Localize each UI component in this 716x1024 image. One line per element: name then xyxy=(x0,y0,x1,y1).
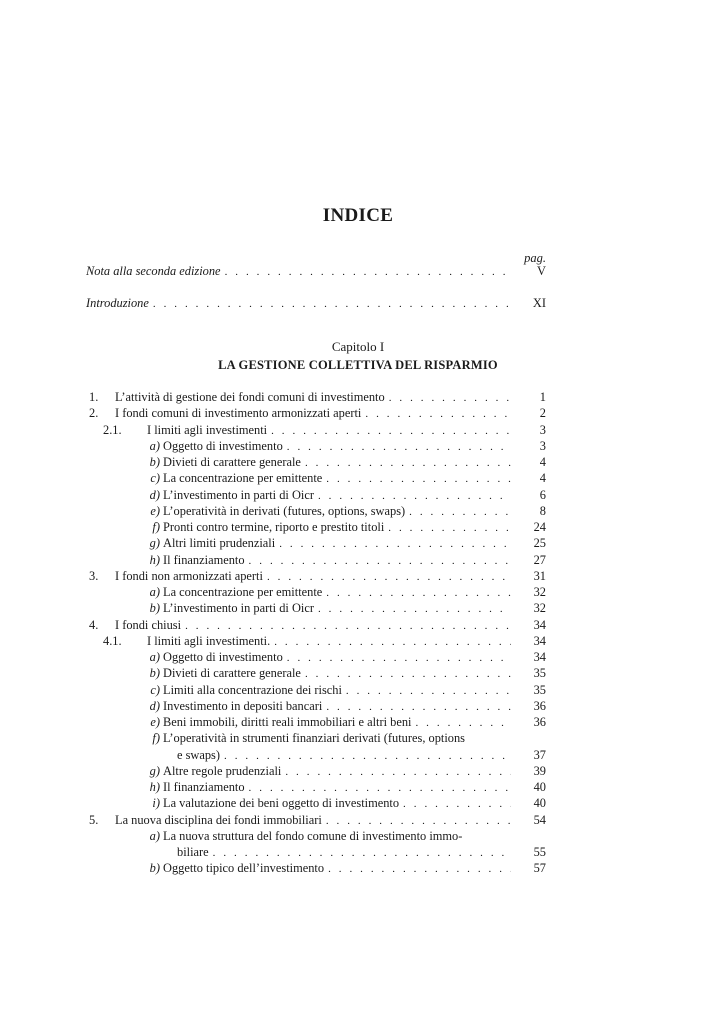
entry-label: I fondi comuni di investimento armonizzati aperti xyxy=(115,406,362,421)
entry-number: 4. xyxy=(89,617,99,632)
toc-entry[interactable] xyxy=(0,828,716,844)
toc-entry[interactable] xyxy=(0,454,716,470)
entry-letter: c) xyxy=(150,682,160,697)
leader-dots xyxy=(314,488,511,504)
toc-entry[interactable] xyxy=(0,584,716,600)
toc-entry[interactable] xyxy=(0,698,716,714)
entry-number: 2.1. xyxy=(103,422,122,437)
leader-dots xyxy=(281,764,511,780)
entry-page: 6 xyxy=(539,487,546,502)
entry-page: 36 xyxy=(533,715,546,729)
leader-dots xyxy=(220,748,511,764)
leader-dots xyxy=(283,650,511,666)
leader-dots xyxy=(283,439,511,455)
entry-label: Limiti alla concentrazione dei rischi xyxy=(163,682,342,697)
leader-dots xyxy=(385,390,511,406)
leader-dots xyxy=(314,601,511,617)
entry-page: 3 xyxy=(539,422,546,437)
entry-label: La nuova struttura del fondo comune di investimento immo- xyxy=(163,828,463,843)
entry-letter: b) xyxy=(149,601,160,616)
entry-page: 34 xyxy=(533,650,546,664)
toc-entry[interactable] xyxy=(0,763,716,779)
entry-label: Oggetto di investimento xyxy=(163,438,283,453)
entry-label: La concentrazione per emittente xyxy=(163,585,323,599)
entry-label: I limiti agli investimenti xyxy=(147,422,268,437)
entry-number: 2. xyxy=(89,406,99,421)
entry-page: 36 xyxy=(533,698,546,713)
toc-entry[interactable] xyxy=(0,568,716,584)
entry-letter: g) xyxy=(149,536,160,551)
toc-entry[interactable] xyxy=(0,665,716,681)
leader-dots xyxy=(181,618,511,634)
page-title: INDICE xyxy=(322,205,394,226)
entry-letter: h) xyxy=(149,552,160,567)
entry-label: Divieti di carattere generale xyxy=(163,666,301,681)
entry-page: 4 xyxy=(539,455,546,469)
entry-page: 35 xyxy=(533,682,546,697)
leader-dots xyxy=(301,455,511,471)
leader-dots xyxy=(270,634,511,650)
entry-label: L’operatività in strumenti finanziari derivati (futures, options xyxy=(163,731,465,746)
entry-label: Investimento in depositi bancari xyxy=(163,698,323,713)
entry-page: XI xyxy=(532,296,546,310)
leader-dots xyxy=(384,520,511,536)
leader-dots xyxy=(399,796,511,812)
leader-dots xyxy=(411,715,511,731)
entry-page: 27 xyxy=(533,552,546,567)
entry-label: I fondi non armonizzati aperti xyxy=(115,568,263,583)
entry-label: Introduzione xyxy=(86,296,149,310)
page-column-label: pag. xyxy=(524,251,546,265)
leader-dots xyxy=(275,536,511,552)
toc-entry[interactable] xyxy=(0,552,716,568)
entry-page: 34 xyxy=(533,617,546,632)
entry-page: V xyxy=(537,264,546,278)
entry-page: 24 xyxy=(533,520,546,534)
entry-page: 35 xyxy=(533,666,546,681)
leader-dots xyxy=(301,666,511,682)
leader-dots xyxy=(209,845,511,861)
toc-entry[interactable] xyxy=(0,503,716,519)
entry-letter: i) xyxy=(152,796,160,811)
entry-label-continuation: e swaps) xyxy=(177,747,221,762)
leader-dots xyxy=(322,471,511,487)
entry-label: La valutazione dei beni oggetto di investimento xyxy=(163,796,400,811)
entry-label: Divieti di carattere generale xyxy=(163,455,301,469)
leader-dots xyxy=(322,585,511,601)
entry-page: 39 xyxy=(533,763,546,778)
entry-label: Altri limiti prudenziali xyxy=(163,536,276,551)
entry-label: Il finanziamento xyxy=(163,780,245,794)
entry-label: La concentrazione per emittente xyxy=(163,471,323,486)
entry-letter: g) xyxy=(149,763,160,778)
entry-label: I limiti agli investimenti. xyxy=(147,633,271,648)
entry-page: 40 xyxy=(533,780,546,794)
toc-entry[interactable] xyxy=(0,389,716,405)
entry-label-continuation: biliare xyxy=(177,845,209,859)
entry-label: L’investimento in parti di Oicr xyxy=(163,601,314,616)
leader-dots xyxy=(267,423,511,439)
toc-entry[interactable] xyxy=(0,535,716,551)
toc-entry[interactable] xyxy=(0,405,716,421)
entry-letter: b) xyxy=(149,861,160,876)
entry-page: 32 xyxy=(533,585,546,599)
toc-entry[interactable] xyxy=(0,422,716,438)
entry-page: 31 xyxy=(533,568,546,583)
front-matter-row[interactable] xyxy=(0,263,716,279)
leader-dots xyxy=(221,264,511,280)
entry-label: Pronti contro termine, riporto e prestito titoli xyxy=(163,520,385,534)
toc-entry[interactable] xyxy=(0,812,716,828)
entry-page: 57 xyxy=(533,861,546,876)
entry-letter: a) xyxy=(149,585,160,599)
entry-label: Oggetto di investimento xyxy=(163,650,283,664)
entry-page: 34 xyxy=(533,633,546,648)
entry-number: 5. xyxy=(89,812,99,827)
toc-entry[interactable] xyxy=(0,779,716,795)
entry-letter: a) xyxy=(149,438,160,453)
entry-page: 32 xyxy=(533,601,546,616)
entry-label: Altre regole prudenziali xyxy=(163,763,282,778)
entry-page: 8 xyxy=(539,503,546,518)
toc-entry[interactable] xyxy=(0,600,716,616)
front-matter-row[interactable] xyxy=(0,295,716,311)
entry-letter: f) xyxy=(152,520,160,534)
leader-dots xyxy=(322,699,511,715)
toc-entry[interactable] xyxy=(0,649,716,665)
entry-letter: a) xyxy=(149,650,160,664)
entry-label: L’attività di gestione dei fondi comuni di investimento xyxy=(115,390,385,404)
toc-entry[interactable] xyxy=(0,730,716,746)
entry-page: 37 xyxy=(533,747,546,762)
toc-entry[interactable] xyxy=(0,860,716,876)
entry-letter: e) xyxy=(150,503,160,518)
leader-dots xyxy=(324,861,511,877)
entry-page: 4 xyxy=(539,471,546,486)
entry-page: 54 xyxy=(533,812,546,827)
entry-number: 3. xyxy=(89,568,99,583)
toc-entry[interactable] xyxy=(0,470,716,486)
leader-dots xyxy=(149,296,511,312)
toc-entry[interactable] xyxy=(0,682,716,698)
entry-page: 55 xyxy=(533,845,546,859)
leader-dots xyxy=(245,553,511,569)
leader-dots xyxy=(245,780,511,796)
entry-label: L’operatività in derivati (futures, options, swaps) xyxy=(163,503,406,518)
entry-label: L’investimento in parti di Oicr xyxy=(163,487,314,502)
leader-dots xyxy=(405,504,511,520)
entry-letter: h) xyxy=(149,780,160,794)
entry-page: 3 xyxy=(539,438,546,453)
entry-letter: f) xyxy=(152,731,160,746)
entry-page: 40 xyxy=(533,796,546,811)
toc-entry[interactable] xyxy=(0,714,716,730)
entry-page: 25 xyxy=(533,536,546,551)
toc-entry[interactable] xyxy=(0,633,716,649)
chapter-number: Capitolo I xyxy=(331,339,385,354)
entry-number: 4.1. xyxy=(103,633,122,648)
toc-entry-continuation[interactable] xyxy=(0,747,716,763)
entry-letter: b) xyxy=(149,455,160,469)
entry-number: 1. xyxy=(89,390,99,404)
entry-letter: d) xyxy=(149,487,160,502)
entry-page: 2 xyxy=(539,406,546,421)
entry-letter: b) xyxy=(149,666,160,681)
leader-dots xyxy=(322,813,511,829)
leader-dots xyxy=(263,569,511,585)
toc-entry[interactable] xyxy=(0,438,716,454)
entry-label: I fondi chiusi xyxy=(115,617,182,632)
entry-page: 1 xyxy=(539,390,546,404)
entry-letter: c) xyxy=(150,471,160,486)
entry-label: Il finanziamento xyxy=(163,552,245,567)
toc-entry-continuation[interactable] xyxy=(0,844,716,860)
leader-dots xyxy=(361,406,511,422)
entry-letter: d) xyxy=(149,698,160,713)
toc-entry[interactable] xyxy=(0,519,716,535)
chapter-title: LA GESTIONE COLLETTIVA DEL RISPARMIO xyxy=(218,358,498,372)
entry-letter: e) xyxy=(150,715,160,729)
toc-entry[interactable] xyxy=(0,795,716,811)
entry-label: Oggetto tipico dell’investimento xyxy=(163,861,325,876)
entry-letter: a) xyxy=(149,828,160,843)
toc-entry[interactable] xyxy=(0,617,716,633)
entry-label: Nota alla seconda edizione xyxy=(86,264,221,278)
toc-entry[interactable] xyxy=(0,487,716,503)
leader-dots xyxy=(342,683,511,699)
entry-label: Beni immobili, diritti reali immobiliari e altri beni xyxy=(163,715,412,729)
entry-label: La nuova disciplina dei fondi immobiliari xyxy=(115,812,322,827)
